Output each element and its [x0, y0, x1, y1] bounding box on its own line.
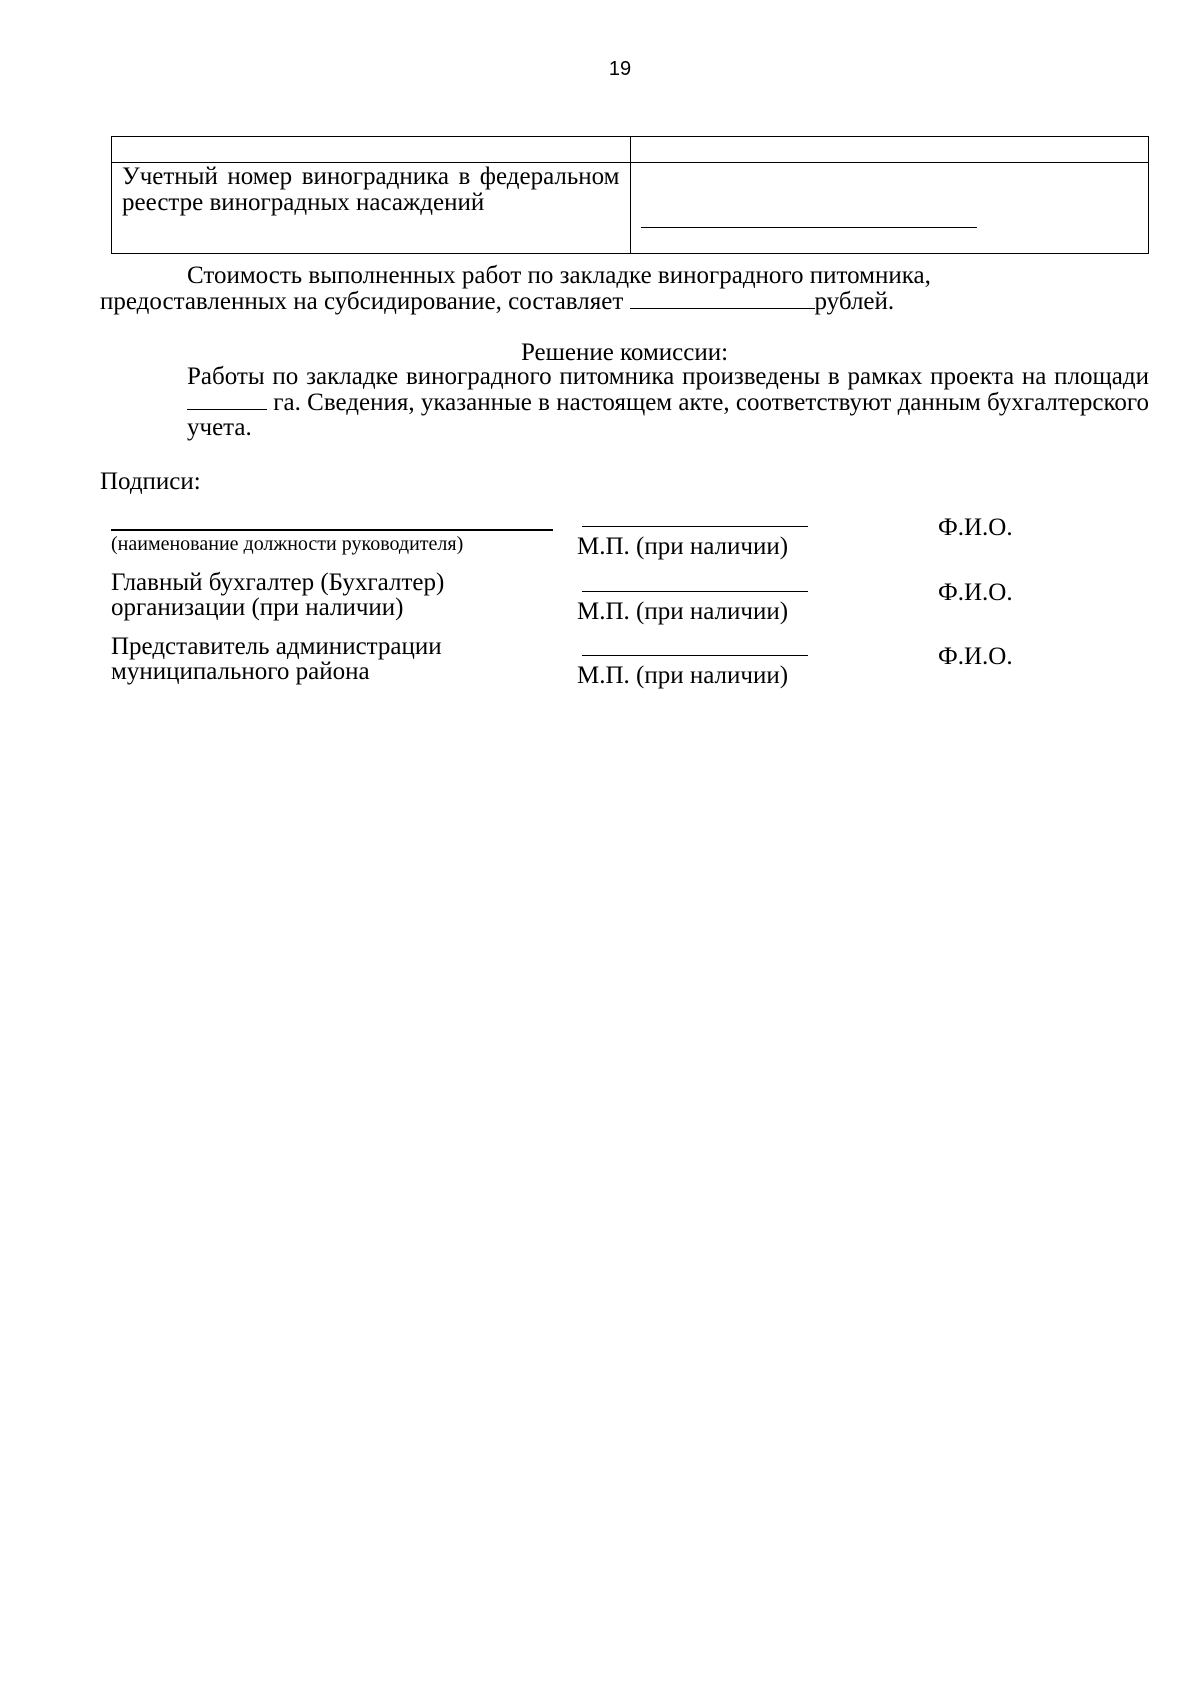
vineyard-info-table	[111, 136, 1149, 254]
table-cell	[112, 137, 631, 163]
head-position-caption: (наименование должности руководителя)	[111, 533, 464, 555]
fio-label: Ф.И.О.	[938, 514, 1013, 541]
cost-suffix: рублей.	[814, 288, 895, 315]
decision-text-prefix: Работы по закладке виноградного питомника произведены в рамках проекта на площади	[187, 363, 1149, 390]
stamp-label: М.П. (при наличии)	[577, 533, 789, 560]
vineyard-number-label: Учетный номер виноградника в федеральном реестре виноградных насаждений	[112, 163, 631, 254]
signature-line[interactable]	[582, 591, 808, 592]
page-number: 19	[608, 58, 632, 80]
area-blank[interactable]	[187, 389, 267, 410]
decision-paragraph	[100, 364, 1149, 440]
fill-in-line	[641, 227, 977, 228]
table-cell	[630, 137, 1149, 163]
commission-decision-heading: Решение комиссии:	[520, 339, 729, 366]
cost-line-1: Стоимость выполненных работ по закладке виноградного питомника,	[187, 262, 931, 289]
stamp-label: М.П. (при наличии)	[577, 662, 789, 689]
vineyard-number-value[interactable]	[630, 163, 1149, 254]
signature-line[interactable]	[582, 526, 808, 527]
cost-amount-blank[interactable]	[630, 288, 815, 309]
decision-text	[100, 364, 1149, 440]
decision-text-suffix: га. Сведения, указанные в настоящем акте, соответствуют данным бухгалтерского учета.	[187, 389, 1149, 441]
cost-line-2	[100, 288, 1149, 314]
signature-line[interactable]	[582, 655, 808, 656]
cost-prefix: предоставленных на субсидирование, составляет	[100, 288, 630, 315]
table-row	[112, 163, 1149, 254]
table-row	[112, 137, 1149, 163]
chief-accountant-label: Главный бухгалтер (Бухгалтер) организации (при наличии)	[111, 569, 445, 621]
stamp-label: М.П. (при наличии)	[577, 598, 789, 625]
cost-paragraph	[100, 263, 1149, 314]
administration-representative-label: Представитель администрации муниципального района	[111, 633, 442, 685]
signatures-label: Подписи:	[100, 468, 201, 495]
head-position-line[interactable]	[111, 529, 553, 531]
fio-label: Ф.И.О.	[938, 643, 1013, 670]
fio-label: Ф.И.О.	[938, 579, 1013, 606]
